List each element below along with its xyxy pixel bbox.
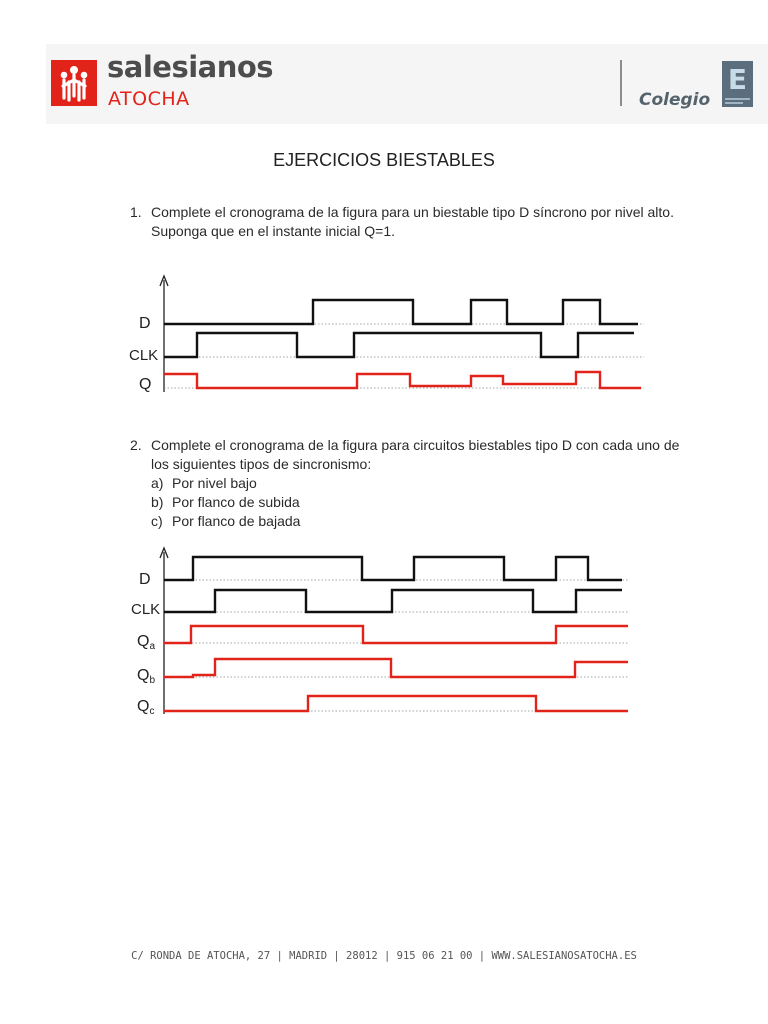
diagram-2-label-qa [137,633,155,652]
diagram-2-axis-arrow-icon [160,548,168,558]
exercise-2-line-1 [130,436,690,455]
diagram-1-clk-signal [164,333,634,357]
diagram-1-label-clk: CLK [129,347,159,364]
salesianos-logo-icon [51,60,97,106]
exercise-2-option-b [130,493,690,512]
exercise-2-option-a [130,474,690,493]
logo-name: salesianos [107,50,274,84]
header-divider [620,60,622,106]
qa-q: Q [137,633,150,650]
exercise-1-line-2: Suponga que en el instante inicial Q=1. [151,223,396,239]
exercise-1-line-1 [130,203,690,222]
qc-q: Q [137,698,150,715]
option-letter: c) [151,513,163,529]
exercise-1-text [130,203,690,241]
qa-subscript: a [149,641,156,652]
qb-q: Q [137,667,150,684]
school-badge-icon [722,61,753,107]
option-text: Por flanco de bajada [172,513,301,529]
diagram-2-label-qc [137,698,154,717]
diagram-2-label-clk: CLK [131,601,161,618]
diagram-2-qa-signal [164,626,628,643]
option-text: Por nivel bajo [172,475,257,491]
exercise-1-statement: Complete el cronograma de la figura para un biestable tipo D síncrono por nivel alto. [151,204,674,220]
badge-line-icon [725,98,750,100]
exercise-2-line-2: los siguientes tipos de sincronismo: [151,456,372,472]
badge-letter: E [727,63,748,96]
qc-subscript: c [149,706,155,717]
diagram-1-d-signal [164,300,638,324]
option-text: Por flanco de subida [172,494,300,510]
exercise-2-statement: Complete el cronograma de la figura para circuitos biestables tipo D con cada uno de [151,437,680,453]
document-title: EJERCICIOS BIESTABLES [273,150,495,170]
exercise-2-option-c [130,512,690,531]
qb-subscript: b [149,675,156,686]
badge-line-icon [725,102,743,104]
diagram-2-qb-signal [164,659,628,677]
diagram-2-qc-signal [164,696,628,711]
page-header [46,44,768,124]
exercise-1-number: 1. [130,204,142,220]
colegio-label: Colegio [639,90,711,110]
exercise-2-number: 2. [130,437,142,453]
page-footer: C/ RONDA DE ATOCHA, 27 | MADRID | 28012 | 915 06 21 00 | WWW.SALESIANOSATOCHA.ES [131,950,637,962]
option-letter: a) [151,475,164,491]
option-letter: b) [151,494,164,510]
diagram-1-label-q: Q [139,376,152,393]
diagram-2-label-d: D [139,571,151,588]
logo-subtitle: ATOCHA [108,88,190,110]
diagram-1-axis-arrow-icon [160,276,168,286]
exercise-2-text [130,436,690,531]
diagram-2-d-signal [164,557,622,580]
diagram-1-label-d: D [139,315,151,332]
diagram-1-q-signal [164,372,641,388]
diagram-2-label-qb [137,667,155,686]
diagram-2-clk-signal [164,590,622,612]
